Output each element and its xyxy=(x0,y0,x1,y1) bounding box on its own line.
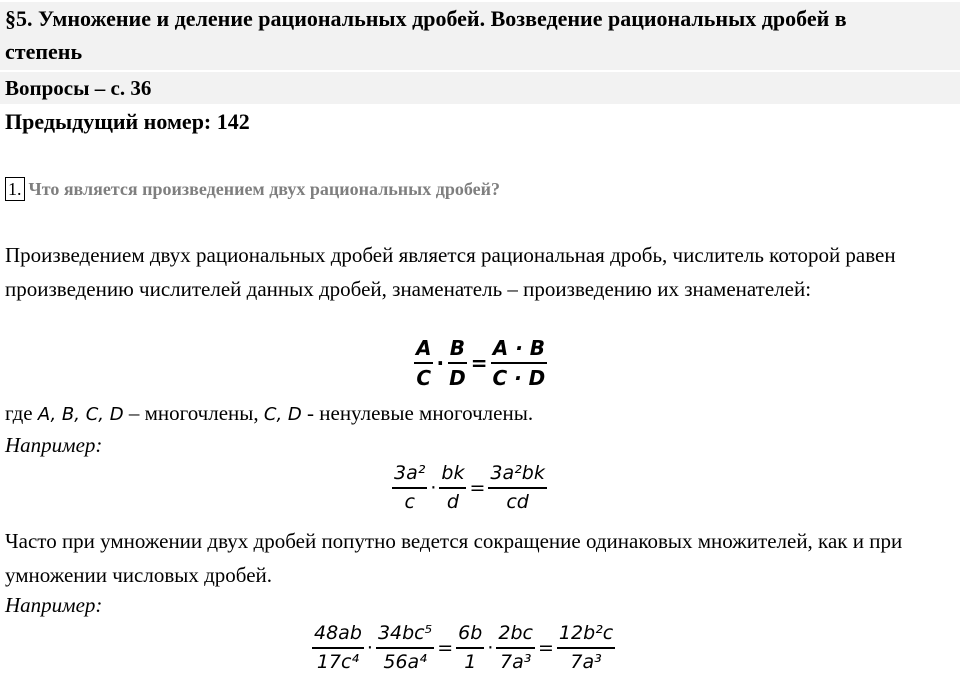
ex2-f1-numerator: 48ab xyxy=(312,622,364,649)
example-2-formula: $\frac{48ab}{\text{17c⁴}}$ · $\frac{\text{34bc⁵}}{\text{56a⁴}}$ = $\frac{6b}{1}$ · $\frac{2bc}{\text{7a³}}$ = $\frac{\text{12b²c}}{\text{7a³}}$ xyxy=(314,622,614,673)
ex2-result-denominator: 7a³ xyxy=(570,650,602,673)
ex2-f2-numerator: 34bc⁵ xyxy=(376,622,434,649)
where-prefix: где xyxy=(5,401,38,425)
answer-paragraph-1: Произведением двух рациональных дробей является рациональная дробь, числитель которой равен произведению числителей данных дробей, знаменатель – произведению их знаменателей: xyxy=(5,243,896,301)
ex2-f1-denominator: 17c⁴ xyxy=(316,650,360,673)
questions-page-label: Вопросы – с. 36 xyxy=(0,72,960,104)
where-mid: – многочлены, xyxy=(123,401,264,425)
ex1-result-numerator: 3a²bk xyxy=(488,462,546,489)
formula-b-numerator: B xyxy=(448,336,467,364)
example-2-label: Например: xyxy=(5,593,103,617)
example-1-label: Например: xyxy=(5,433,103,457)
previous-number-label: Предыдущий номер: 142 xyxy=(5,109,250,134)
ex1-a-denominator: c xyxy=(404,490,415,513)
formula-b-denominator: D xyxy=(449,366,466,390)
ex2-f2-denominator: 56a⁴ xyxy=(383,650,427,673)
ex2-f4-denominator: 7a³ xyxy=(500,650,532,673)
formula-a-numerator: A xyxy=(414,336,433,364)
where-vars-1: A, B, C, D xyxy=(37,404,124,425)
ex2-result-numerator: 12b²c xyxy=(557,622,615,649)
ex1-b-numerator: bk xyxy=(439,462,466,489)
where-suffix: - ненулевые многочлены. xyxy=(301,401,534,425)
ex1-b-denominator: d xyxy=(446,490,459,513)
formula-result-denominator: C · D xyxy=(492,366,546,390)
ex1-result-denominator: cd xyxy=(506,490,529,513)
question-number: 1. xyxy=(5,177,25,201)
answer-paragraph-2: Часто при умножении двух дробей попутно ведется сокращение одинаковых множителей, как и при умножении числовых дробей. xyxy=(5,529,903,587)
question-line xyxy=(0,174,960,204)
where-vars-2: C, D xyxy=(263,404,302,425)
example-1-formula: $\frac{\text{3a²}}{c}$ · $\frac{bk}{d}$ = $\frac{\text{3a²bk}}{cd}$ xyxy=(394,462,545,513)
ex2-f3-denominator: 1 xyxy=(464,650,477,673)
where-line xyxy=(0,396,960,432)
formula-result-numerator: A · B xyxy=(491,336,547,364)
ex1-a-numerator: 3a² xyxy=(392,462,427,489)
ex2-f4-numerator: 2bc xyxy=(496,622,535,649)
ex2-f3-numerator: 6b xyxy=(456,622,484,649)
product-formula: $\frac{A}{C}$ · $\frac{B}{D}$ = $\frac{A \cdot B}{C \cdot D}$ xyxy=(416,336,546,390)
question-text: Что является произведением двух рациональных дробей? xyxy=(28,179,500,199)
section-title: §5. Умножение и деление рациональных дробей. Возведение рациональных дробей в степень xyxy=(0,2,960,70)
formula-a-denominator: C xyxy=(416,366,432,390)
